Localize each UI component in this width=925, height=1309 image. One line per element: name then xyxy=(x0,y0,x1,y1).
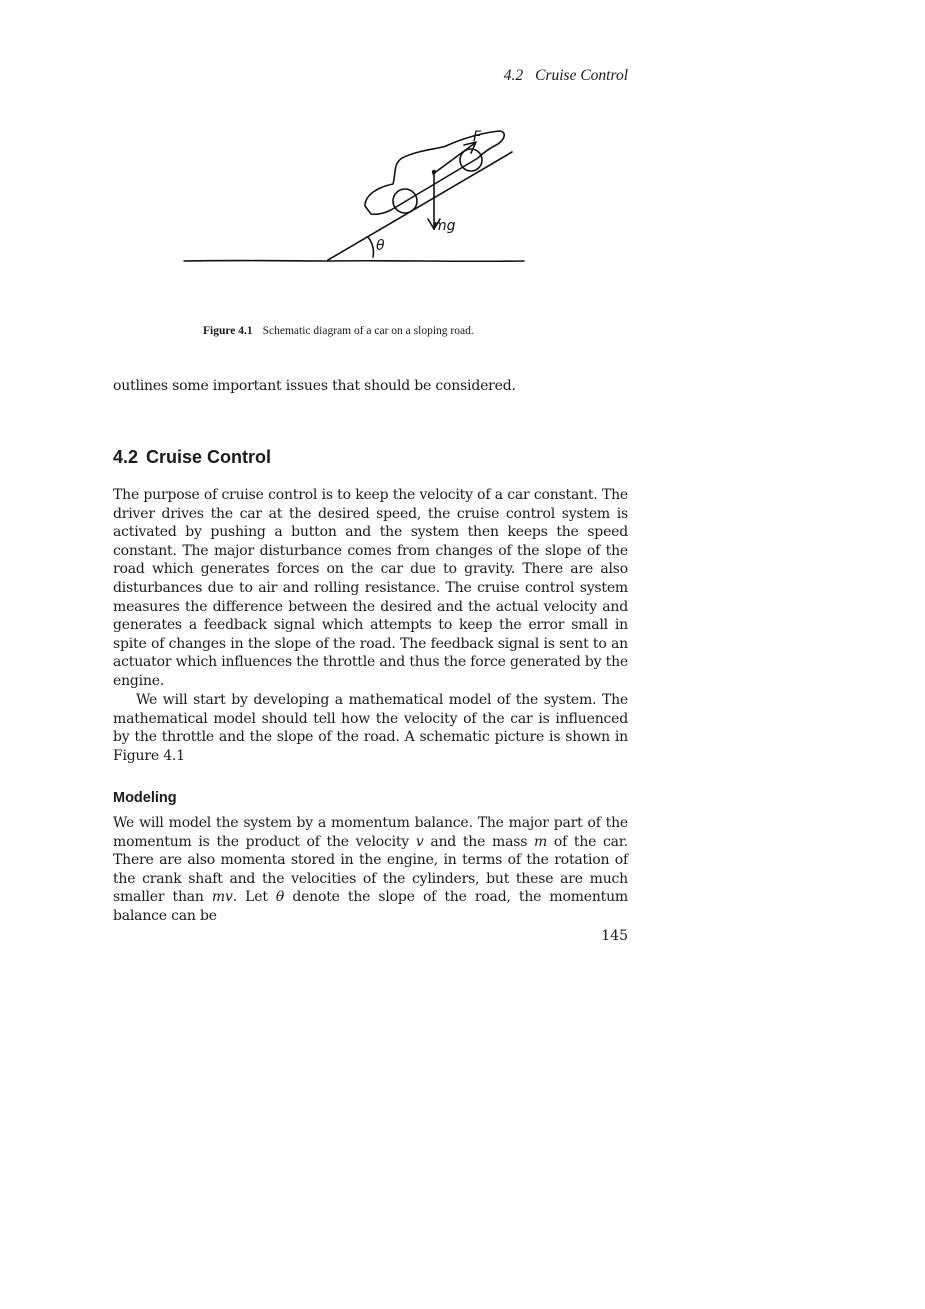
section-heading xyxy=(113,447,271,468)
paragraph-modeling xyxy=(113,814,628,926)
incline-line xyxy=(328,152,512,260)
running-header xyxy=(113,67,628,85)
symbol-m: m xyxy=(534,833,548,850)
car-on-slope-figure xyxy=(178,124,530,268)
modeling-text-e: denote the slope of the road, the momentum balance can be xyxy=(113,889,628,924)
paragraph-model-intro: We will start by developing a mathematical model of the system. The mathematical model should tell how the velocity of the car is influenced by the throttle and the slope of the road. A schematic picture is shown in Figure 4.1 xyxy=(113,692,628,764)
subsection-heading-modeling: Modeling xyxy=(113,790,177,806)
angle-arc xyxy=(368,237,373,257)
symbol-v: v xyxy=(415,833,424,850)
weight-label: mg xyxy=(433,218,456,234)
force-label: F xyxy=(473,129,482,145)
center-of-mass-dot xyxy=(432,170,436,174)
header-section-number: 4.2 xyxy=(503,67,524,84)
modeling-text-a: We will model the system by a momentum balance. The major part of the momentum is the product of the velocity xyxy=(113,815,628,850)
modeling-text-b: and the mass xyxy=(423,833,534,850)
ground-line xyxy=(184,261,524,262)
page-number: 145 xyxy=(601,928,628,944)
header-section-title: Cruise Control xyxy=(535,67,628,84)
figure-caption xyxy=(203,325,603,337)
car-on-slope-drawing xyxy=(178,124,530,268)
figure-caption-label: Figure 4.1 xyxy=(203,325,253,337)
paragraph-intro-end: outlines some important issues that should be considered. xyxy=(113,378,516,394)
modeling-text-d: . Let xyxy=(232,889,276,906)
symbol-mv: mv xyxy=(211,889,233,906)
section-number: 4.2 xyxy=(113,447,139,467)
angle-label: θ xyxy=(376,238,385,254)
section-title: Cruise Control xyxy=(146,447,272,467)
symbol-theta: θ xyxy=(275,889,285,906)
figure-caption-text: Schematic diagram of a car on a sloping road. xyxy=(262,325,474,337)
paragraph-purpose: The purpose of cruise control is to keep the velocity of a car constant. The driver drives the car at the desired speed, the cruise control system is activated by pushing a button and the system then keeps the speed constant. The major disturbance comes from changes of the slope of the road which generates forces on the car due to gravity. There are also disturbances due to air and rolling resistance. The cruise control system measures the difference between the desired and the actual velocity and generates a feedback signal which attempts to keep the error small in spite of changes in the slope of the road. The feedback signal is sent to an actuator which influences the throttle and thus the force generated by the engine. xyxy=(113,487,628,689)
modeling-text-c: of the car. There are also momenta stored in the engine, in terms of the rotation of the crank shaft and the velocities of the cylinders, but these are much smaller than xyxy=(113,833,629,906)
